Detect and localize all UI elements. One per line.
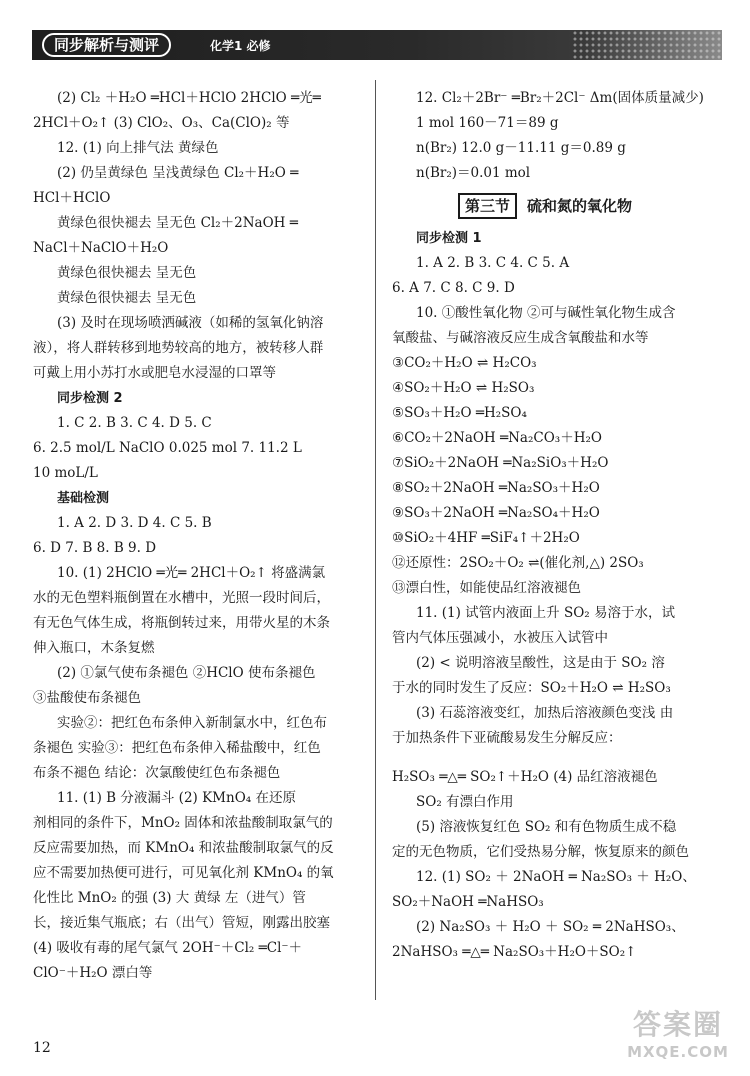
header-dot-pattern [572,30,722,60]
text-line: 黄绿色很快褪去 呈无色 [57,265,197,281]
text-line: 1. A 2. D 3. D 4. C 5. B [57,515,212,531]
text-line: n(Br₂) 12.0 g－11.11 g＝0.89 g [416,140,626,156]
text-line: 定的无色物质，它们受热易分解，恢复原来的颜色 [392,844,689,860]
text-line: ⑨SO₃＋2NaOH ═Na₂SO₄＋H₂O [392,505,600,521]
text-line: (4) 吸收有毒的尾气氯气 2OH⁻＋Cl₂ ═Cl⁻＋ [33,940,303,956]
text-line: ⑥CO₂＋2NaOH ═Na₂CO₃＋H₂O [392,430,602,446]
page-number: 12 [33,1040,51,1056]
text-line: (2) Cl₂ ＋H₂O ═HCl＋HClO 2HClO ═光═ [57,90,321,106]
section-title: 硫和氮的氧化物 [527,197,633,215]
text-line: 伸入瓶口，木条复燃 [33,640,155,656]
text-line: HCl＋HClO [33,190,111,206]
text-line: 化性比 MnO₂ 的强 (3) 大 黄绿 左（进气）管 [33,890,306,906]
text-line: ClO⁻＋H₂O 漂白等 [33,965,153,981]
section-heading [392,186,720,226]
text-line: 1. A 2. B 3. C 4. C 5. A [416,255,570,271]
watermark-text: 答案圈 [632,1008,723,1041]
text-line: ⑦SiO₂＋2NaOH ═Na₂SiO₃＋H₂O [392,455,609,471]
text-line: 10. (1) 2HClO ═光═ 2HCl＋O₂↑ 将盛满氯 [57,565,326,581]
text-line: 基础检测 [57,491,110,506]
text-line: ⑧SO₂＋2NaOH ═Na₂SO₃＋H₂O [392,480,600,496]
text-line: 同步检测 2 [57,391,123,406]
text-line: (3) 石蕊溶液变红，加热后溶液颜色变浅 由 [416,705,674,721]
text-line: ⑬漂白性，如能使品红溶液褪色 [392,580,581,596]
text-line: 水的无色塑料瓶倒置在水槽中，光照一段时间后， [33,590,330,606]
column-divider [375,80,376,1000]
text-line: 12. (1) SO₂ ＋ 2NaOH ═ Na₂SO₃ ＋ H₂O、 [416,869,696,885]
watermark-logo [618,1008,738,1068]
text-line: ⑩SiO₂＋4HF ═SiF₄↑＋2H₂O [392,530,580,546]
text-line: 6. A 7. C 8. C 9. D [392,280,515,296]
text-line: 剂相同的条件下，MnO₂ 固体和浓盐酸制取氯气的 [33,815,333,831]
header-badge: 同步解析与测评 [42,33,171,57]
text-line: 1 mol 160－71＝89 g [416,115,559,131]
text-line: ④SO₂＋H₂O ⇌ H₂SO₃ [392,380,535,396]
text-line: 10 moL/L [33,465,98,481]
text-line: ⑫还原性：2SO₂＋O₂ ⇌(催化剂,△) 2SO₃ [392,555,644,571]
text-line: 2HCl＋O₂↑ (3) ClO₂、O₃、Ca(ClO)₂ 等 [33,115,290,131]
text-line: 反应需要加热，而 KMnO₄ 和浓盐酸制取氯气的反 [33,840,334,856]
text-line: 10. ①酸性氧化物 ②可与碱性氧化物生成含 [416,305,676,321]
text-line: SO₂ 有漂白作用 [416,794,514,810]
text-line: (2) Na₂SO₃ ＋ H₂O ＋ SO₂ ═ 2NaHSO₃、 [416,919,685,935]
page-header [32,30,722,60]
text-line [392,751,720,765]
text-line: 可戴上用小苏打水或肥皂水浸湿的口罩等 [33,365,276,381]
text-line: 条褪色 实验③：把红色布条伸入稀盐酸中，红色 [33,740,321,756]
text-line: 应不需要加热便可进行，可见氧化剂 KMnO₄ 的氧 [33,865,334,881]
text-line: 实验②：把红色布条伸入新制氯水中，红色布 [57,715,327,731]
text-line: 布条不褪色 结论：次氯酸使红色布条褪色 [33,765,281,781]
text-line: 长，接近集气瓶底；右（出气）管短，刚露出胶塞 [33,915,330,931]
text-line: 6. D 7. B 8. B 9. D [33,540,157,556]
text-line: NaCl＋NaClO＋H₂O [33,240,169,256]
text-line: (2) 仍呈黄绿色 呈浅黄绿色 Cl₂＋H₂O ═ [57,165,299,181]
text-line: (2) < 说明溶液呈酸性，这是由于 SO₂ 溶 [416,655,665,671]
text-line: 6. 2.5 mol/L NaClO 0.025 mol 7. 11.2 L [33,440,302,456]
text-line: 管内气体压强减小，水被压入试管中 [392,630,608,646]
right-top-block [392,86,720,186]
text-line: 有无色气体生成，将瓶倒转过来，用带火星的木条 [33,615,330,631]
right-column [392,86,720,965]
text-line: 2NaHSO₃ ═△═ Na₂SO₃＋H₂O＋SO₂↑ [392,944,637,960]
text-line: ⑤SO₃＋H₂O ═H₂SO₄ [392,405,527,421]
text-line: ③CO₂＋H₂O ⇌ H₂CO₃ [392,355,537,371]
right-main-block [392,226,720,965]
text-line: 1. C 2. B 3. C 4. D 5. C [57,415,212,431]
text-line: 黄绿色很快褪去 呈无色 Cl₂＋2NaOH ═ [57,215,298,231]
text-line: 黄绿色很快褪去 呈无色 [57,290,197,306]
text-line: (2) ①氯气使布条褪色 ②HClO 使布条褪色 [57,665,316,681]
text-line: 于水的同时发生了反应：SO₂＋H₂O ⇌ H₂SO₃ [392,680,671,696]
text-line: (3) 及时在现场喷洒碱液（如稀的氢氧化钠溶 [57,315,324,331]
text-line: SO₂＋NaOH ═NaHSO₃ [392,894,544,910]
text-line: 11. (1) B 分液漏斗 (2) KMnO₄ 在还原 [57,790,296,806]
text-line: 11. (1) 试管内液面上升 SO₂ 易溶于水，试 [416,605,675,621]
left-column [33,86,365,986]
watermark-url: MXQE.COM [627,1043,729,1061]
text-line: H₂SO₃ ═△═ SO₂↑＋H₂O (4) 品红溶液褪色 [392,769,658,785]
text-line: 12. Cl₂＋2Br⁻ ═Br₂＋2Cl⁻ Δm(固体质量减少) [416,90,704,106]
section-label: 第三节 [458,193,517,219]
text-line: 氧酸盐、与碱溶液反应生成含氧酸盐和水等 [392,330,649,346]
text-line: n(Br₂)＝0.01 mol [416,165,531,181]
text-line: (5) 溶液恢复红色 SO₂ 和有色物质生成不稳 [416,819,677,835]
text-line: 同步检测 1 [416,231,482,246]
text-line: 12. (1) 向上排气法 黄绿色 [57,140,219,156]
header-subtitle: 化学1 必修 [210,39,271,53]
text-line: 液），将人群转移到地势较高的地方，被转移人群 [33,340,324,356]
text-line: 于加热条件下亚硫酸易发生分解反应： [392,730,622,746]
text-line: ③盐酸使布条褪色 [33,690,141,706]
